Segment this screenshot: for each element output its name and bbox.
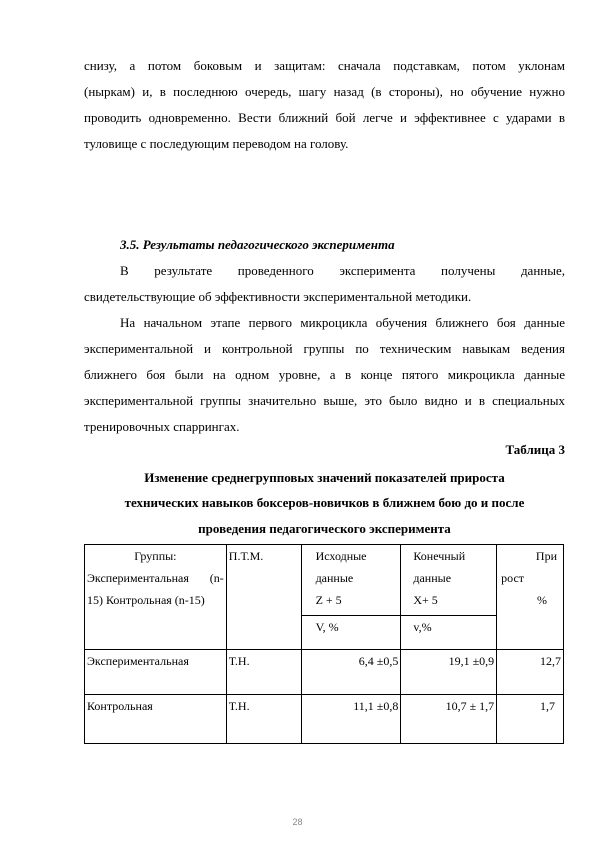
text-line-2: (ныркам) и, в последнюю очередь, шагу назад (в стороны), но обучение нужно xyxy=(84,84,565,99)
table-caption-line-1: Изменение среднегрупповых значений показателей прироста xyxy=(144,470,505,485)
header-final-sub: v,% xyxy=(413,619,432,634)
header-initial-line-3: Z + 5 xyxy=(315,593,342,607)
header-final-line-1: Конечный xyxy=(413,549,466,563)
row1-group: Экспериментальная xyxy=(85,650,227,695)
header-ptm-cell xyxy=(226,545,301,650)
header-initial-line-1: Исходные xyxy=(315,549,367,563)
header-growth-cell xyxy=(497,545,564,650)
header-final-line-2: данные xyxy=(413,571,452,585)
row2-initial: 11,1 ±0,8 xyxy=(301,695,401,744)
header-final-cell xyxy=(401,545,497,616)
row2-group: Контрольная xyxy=(85,695,227,744)
row2-growth: 1,7 xyxy=(497,695,564,744)
header-groups-line-3: 15) Контрольная (n-15) xyxy=(87,593,205,607)
table-caption-line-2: технических навыков боксеров-новичков в ближнем бою до и после xyxy=(124,495,525,510)
para2-line-3: ближнего боя были на одном уровне, а в конце пятого микроцикла данные xyxy=(84,367,565,382)
row2-ptm: Т.Н. xyxy=(226,695,301,744)
table-caption-line-3: проведения педагогического эксперимента xyxy=(198,521,451,536)
section-heading: 3.5. Результаты педагогического эксперимента xyxy=(120,237,395,252)
header-initial-sub: V, % xyxy=(315,619,339,634)
row1-final: 19,1 ±0,9 xyxy=(401,650,497,695)
para2-line-4: экспериментальной группы значительно выше, это было видно и в специальных xyxy=(84,393,565,408)
header-initial-sub-cell xyxy=(301,615,401,649)
header-growth-line-3: % xyxy=(537,593,547,607)
table-row xyxy=(85,695,564,744)
header-growth-line-1: При xyxy=(535,549,557,563)
header-growth-line-2: рост xyxy=(501,571,525,585)
page-number: 28 xyxy=(292,817,303,827)
para2-line-5: тренировочных спаррингах. xyxy=(84,419,240,434)
text-line-1: снизу, а потом боковым и защитам: сначала подставкам, потом уклонам xyxy=(84,58,565,73)
table-header-row xyxy=(85,545,564,616)
table-row xyxy=(85,650,564,695)
table-number: Таблица 3 xyxy=(505,442,565,457)
text-line-3: проводить одновременно. Вести ближний бой легче и эффективнее с ударами в xyxy=(84,110,565,125)
para1-line-2: свидетельствующие об эффективности экспериментальной методики. xyxy=(84,289,472,304)
header-initial-line-2: данные xyxy=(315,571,354,585)
header-groups-line-1: Группы: xyxy=(134,549,177,563)
row1-initial: 6,4 ±0,5 xyxy=(301,650,401,695)
header-ptm-label: П.Т.М. xyxy=(228,549,264,563)
row1-ptm: Т.Н. xyxy=(226,650,301,695)
text-line-4: туловище с последующим переводом на голову. xyxy=(84,136,349,151)
para2-line-1: На начальном этапе первого микроцикла обучения ближнего боя данные xyxy=(120,315,565,330)
header-final-sub-cell xyxy=(401,615,497,649)
row2-final: 10,7 ± 1,7 xyxy=(401,695,497,744)
para2-line-2: экспериментальной и контрольной группы по техническим навыкам ведения xyxy=(84,341,565,356)
para1-line-1: В результате проведенного эксперимента получены данные, xyxy=(120,263,565,278)
header-initial-cell xyxy=(301,545,401,616)
row1-growth: 12,7 xyxy=(497,650,564,695)
header-final-line-3: X+ 5 xyxy=(413,593,438,607)
results-table xyxy=(84,544,564,744)
header-groups-line-2: Экспериментальная (n- xyxy=(87,571,224,585)
header-groups-cell xyxy=(85,545,227,650)
